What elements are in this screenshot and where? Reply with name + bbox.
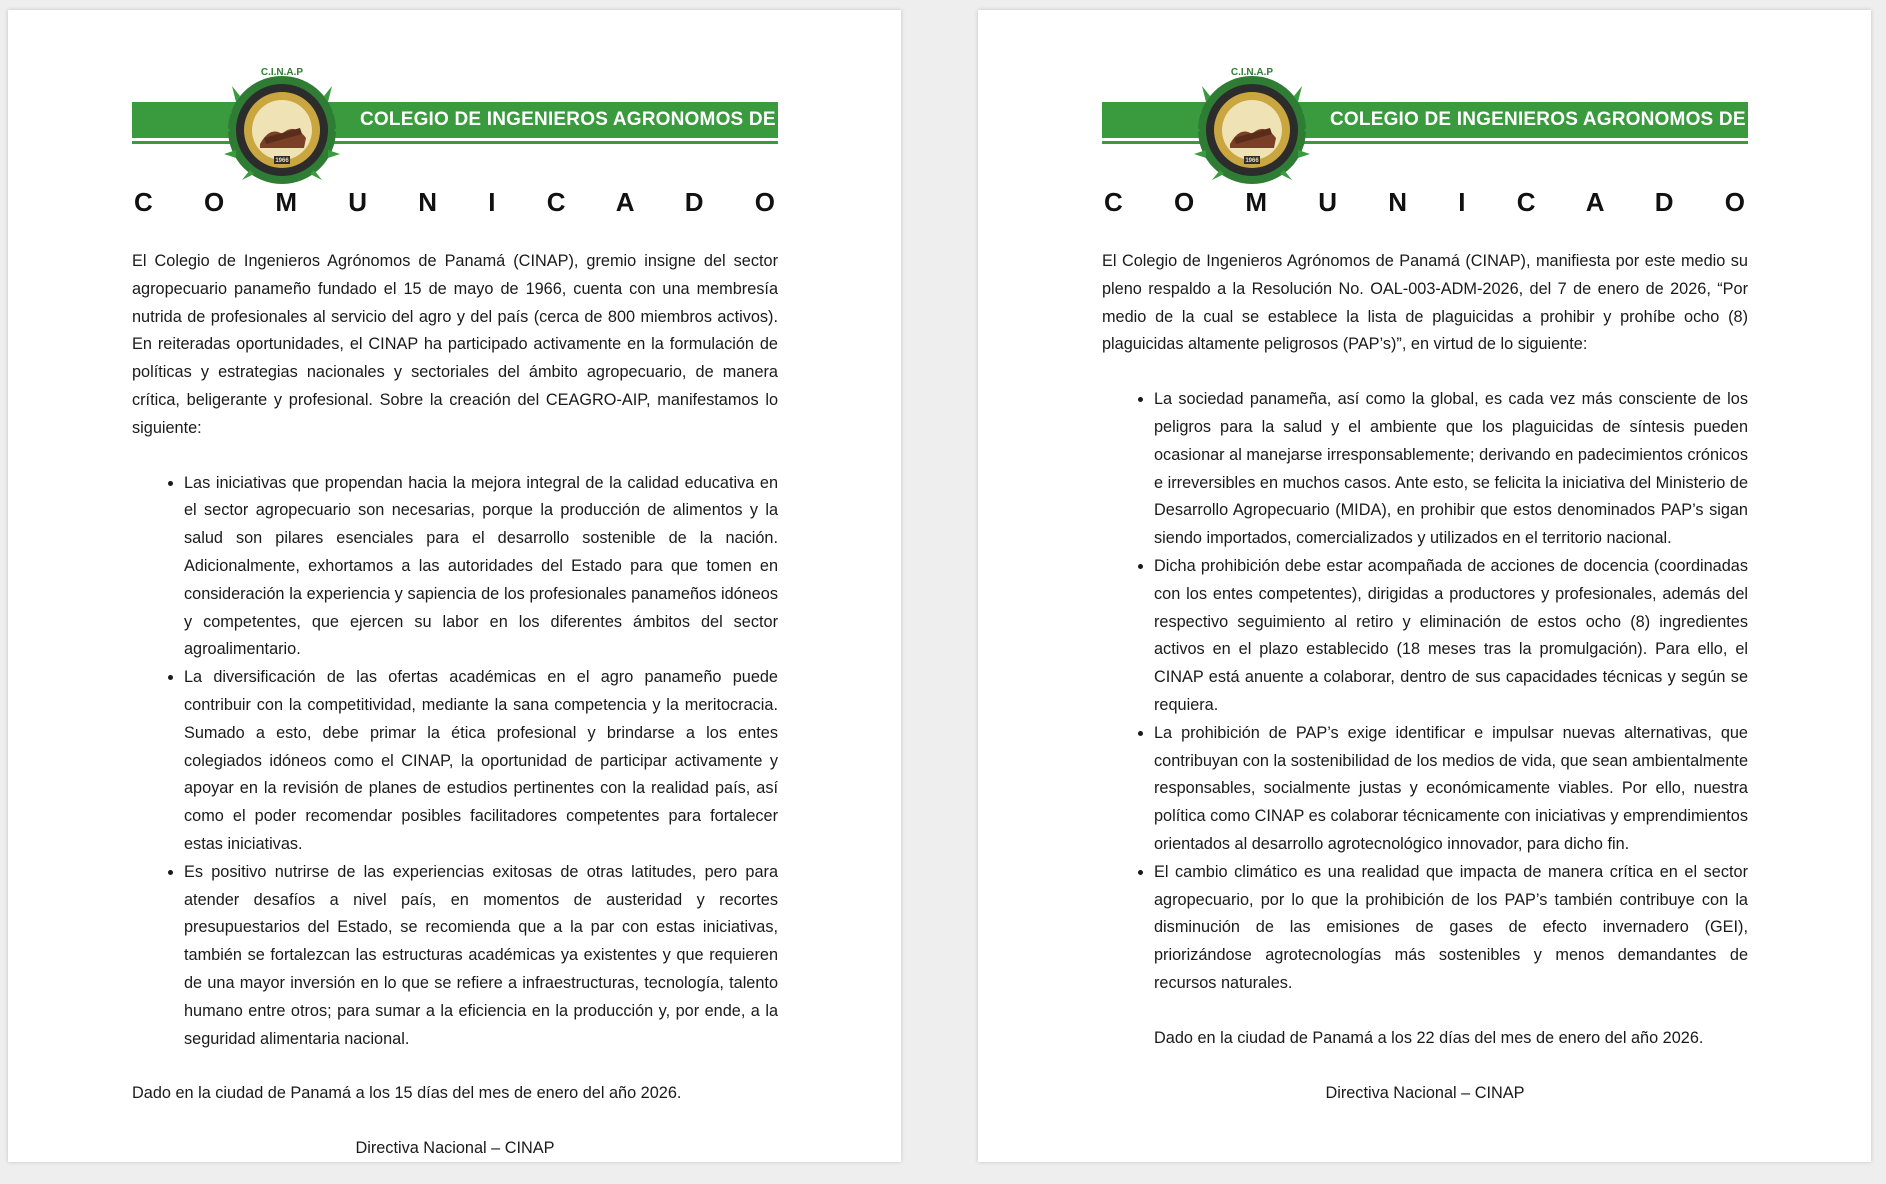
intro-paragraph: El Colegio de Ingenieros Agrónomos de Panamá (CINAP), manifiesta por este medio su pleno respaldo a la Resolución No. OAL-003-ADM-2026, del 7 de enero de 2026, “Por medio de la cual se establece la lista de plaguicidas a prohibir y prohíbe ocho (8) plaguicidas altamente peligrosos (PAP’s)”, en virtud de lo siguiente: bbox=[1102, 252, 1748, 354]
seal-year: 1966 bbox=[1245, 158, 1259, 164]
list-item: • Las iniciativas que propendan hacia la mejora integral de la calidad educativa en el sector agropecuario son necesarias, porque la producción de alimentos y la salud son pilares esenciales para el desarrollo sostenible de la nación. Adicionalmente, exhortamos a las autoridades del Estado para que tomen en consideración la experiencia y sapiencia de los profesionales panameños idóneos y competentes, que ejercen su labor en los diferentes ámbitos del sector agroalimentario. bbox=[184, 470, 778, 665]
list-item: • La prohibición de PAP’s exige identificar e impulsar nuevas alternativas, que contribuyan con la sostenibilidad de los medios de vida, que sean ambientalmente responsables, socialmente justas y económicamente viables. Por ello, nuestra política como CINAP es colaborar técnicamente con iniciativas y emprendimientos orientados al desarrollo agrotecnológico innovador, para dicho fin. bbox=[1154, 720, 1748, 859]
document-heading: C O M U N I C A D O bbox=[1103, 187, 1768, 217]
organization-name: COLEGIO DE INGENIEROS AGRONOMOS DE PANAMA bbox=[1330, 109, 1835, 130]
cinap-seal-logo bbox=[1186, 64, 1318, 188]
seal-acronym: C.I.N.A.P bbox=[260, 67, 304, 78]
intro-paragraph: El Colegio de Ingenieros Agrónomos de Panamá (CINAP), gremio insigne del sector agropecuario panameño fundado el 15 de mayo de 1966, cuenta con una membresía nutrida de profesionales al servicio del agro y del país (cerca de 800 miembros activos). En reiteradas oportunidades, el CINAP ha participado activamente en la formulación de políticas y estrategias nacionales y sectoriales del ámbito agropecuario, de manera crítica, beligerante y profesional. Sobre la creación del CEAGRO-AIP, manifestamos lo siguiente: bbox=[132, 252, 778, 437]
letterhead bbox=[132, 60, 865, 190]
document-heading: C O M U N I C A D O bbox=[133, 187, 798, 217]
list-item: • Es positivo nutrirse de las experiencias exitosas de otras latitudes, pero para atender desafíos a nivel país, en momentos de austeridad y recortes presupuestarios del Estado, se recomienda que a la par con estas iniciativas, también se fortalezcan las estructuras académicas ya existentes y que requieren de una mayor inversión en lo que se refiere a infraestructuras, tecnología, talento humano entre otros; para sumar a la eficiencia en la producción y, por ende, a la seguridad alimentaria nacional. bbox=[184, 859, 778, 1054]
letterhead bbox=[1102, 60, 1835, 190]
document-body bbox=[1102, 248, 1748, 1107]
seal-acronym: C.I.N.A.P bbox=[1230, 67, 1274, 78]
cinap-seal-logo bbox=[216, 64, 348, 188]
signature: Directiva Nacional – CINAP bbox=[355, 1139, 555, 1158]
document-page-left bbox=[8, 10, 901, 1162]
list-item: • El cambio climático es una realidad que impacta de manera crítica en el sector agropecuario, por lo que la prohibición de los PAP’s también contribuye con la disminución de las emisiones de gases de efecto invernadero (GEI), priorizándose agrotecnologías más sostenibles y menos demandantes de recursos naturales. bbox=[1154, 859, 1748, 998]
closing-statement: Dado en la ciudad de Panamá a los 15 días del mes de enero del año 2026. bbox=[132, 1084, 682, 1103]
document-page-right bbox=[978, 10, 1871, 1162]
signature: Directiva Nacional – CINAP bbox=[1325, 1083, 1525, 1102]
list-item: • La diversificación de las ofertas académicas en el agro panameño puede contribuir con la competitividad, mediante la sana competencia y la meritocracia. Sumado a esto, debe primar la ética profesional y brindarse a los entes colegiados idóneos como el CINAP, la oportunidad de participar activamente y apoyar en la revisión de planes de estudios pertinentes con la realidad país, así como el poder recomendar posibles facilitadores competentes para fortalecer estas iniciativas. bbox=[184, 664, 778, 859]
bullet-list bbox=[1102, 386, 1748, 998]
organization-name: COLEGIO DE INGENIEROS AGRONOMOS DE PANAMA bbox=[360, 109, 865, 130]
list-item: • La sociedad panameña, así como la global, es cada vez más consciente de los peligros para la salud y el ambiente que los plaguicidas de síntesis pueden ocasionar al manejarse irresponsablemente; derivando en padecimientos crónicos e irreversibles en muchos casos. Ante esto, se felicita la iniciativa del Ministerio de Desarrollo Agropecuario (MIDA), en prohibir que estos denominados PAP’s sigan siendo importados, comercializados y utilizados en el territorio nacional. bbox=[1154, 386, 1748, 553]
closing-statement: Dado en la ciudad de Panamá a los 22 días del mes de enero del año 2026. bbox=[1154, 1028, 1704, 1047]
bullet-list bbox=[132, 470, 778, 1054]
seal-year: 1966 bbox=[275, 158, 289, 164]
document-body bbox=[132, 248, 778, 1163]
list-item: • Dicha prohibición debe estar acompañada de acciones de docencia (coordinadas con los entes competentes), dirigidas a productores y profesionales, además del respectivo seguimiento al retiro y eliminación de estos ocho (8) ingredientes activos en el plazo establecido (18 meses tras la promulgación). Para ello, el CINAP está anuente a colaborar, dentro de sus capacidades técnicas y según se requiera. bbox=[1154, 553, 1748, 720]
